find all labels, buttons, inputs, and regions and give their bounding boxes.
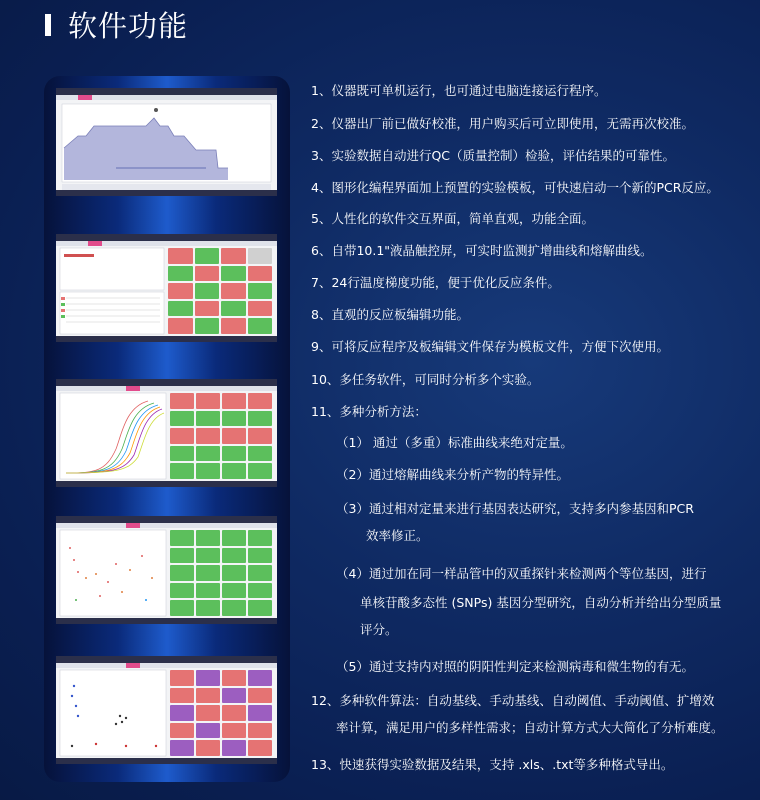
plate-wells (168, 248, 272, 334)
feature-item-9: 9、可将反应程序及板编辑文件保存为模板文件，方便下次使用。 (311, 339, 669, 354)
feature-item-1: 1、仪器既可单机运行，也可通过电脑连接运行程序。 (311, 83, 607, 98)
feature-item-11: 11、多种分析方法： (311, 404, 427, 419)
feature-item-4: 4、图形化编程界面加上预置的实验模板，可快速启动一个新的PCR反应。 (311, 180, 719, 195)
feature-item-13: 13、快速获得实验数据及结果，支持 .xls、.txt等多种格式导出。 (311, 757, 674, 772)
method-3: （3）通过相对定量来进行基因表达研究，支持多内参基因和PCR (336, 501, 694, 516)
feature-item-3: 3、实验数据自动进行QC（质量控制）检验，评估结果的可靠性。 (311, 148, 676, 163)
result-wells (170, 393, 272, 479)
screenshot-plate-editor (56, 234, 277, 342)
screenshot-allelic-discrimination (56, 656, 277, 764)
method-5: （5）通过支持内对照的阴阳性判定来检测病毒和微生物的有无。 (336, 659, 694, 674)
thermal-profile-graphic (56, 88, 277, 196)
screenshot-amplification-curves (56, 379, 277, 487)
feature-item-12-cont: 率计算，满足用户的多样性需求；自动计算方式大大简化了分析难度。 (336, 720, 724, 735)
method-3-cont: 效率修正。 (366, 528, 429, 543)
method-4-cont: 单核苷酸多态性 (SNPs) 基因分型研究，自动分析并给出分型质量 (360, 595, 722, 610)
screenshot-panel (44, 76, 290, 782)
feature-item-2: 2、仪器出厂前已做好校准，用户购买后可立即使用，无需再次校准。 (311, 116, 694, 131)
feature-item-5: 5、人性化的软件交互界面，简单直观，功能全面。 (311, 211, 594, 226)
method-4: （4）通过加在同一样品管中的双重探针来检测两个等位基因，进行 (336, 566, 707, 581)
allelic-wells (170, 670, 272, 756)
page-title: 软件功能 (68, 9, 189, 43)
feature-item-6: 6、自带10.1"液晶触控屏，可实时监测扩增曲线和熔解曲线。 (311, 243, 653, 258)
feature-item-8: 8、直观的反应板编辑功能。 (311, 307, 469, 322)
feature-item-12: 12、多种软件算法：自动基线、手动基线、自动阈值、手动阈值、扩增效 (311, 693, 715, 708)
method-4-cont2: 评分。 (360, 622, 398, 637)
genotype-wells (170, 530, 272, 616)
method-2: （2）通过熔解曲线来分析产物的特异性。 (336, 467, 569, 482)
screenshot-thermal-profile (56, 88, 277, 196)
feature-item-7: 7、24行温度梯度功能，便于优化反应条件。 (311, 275, 560, 290)
screenshot-scatter-analysis (56, 516, 277, 624)
title-accent-bar (45, 14, 51, 36)
method-1: （1） 通过（多重）标准曲线来绝对定量。 (336, 435, 573, 450)
feature-item-10: 10、多任务软件，可同时分析多个实验。 (311, 372, 540, 387)
